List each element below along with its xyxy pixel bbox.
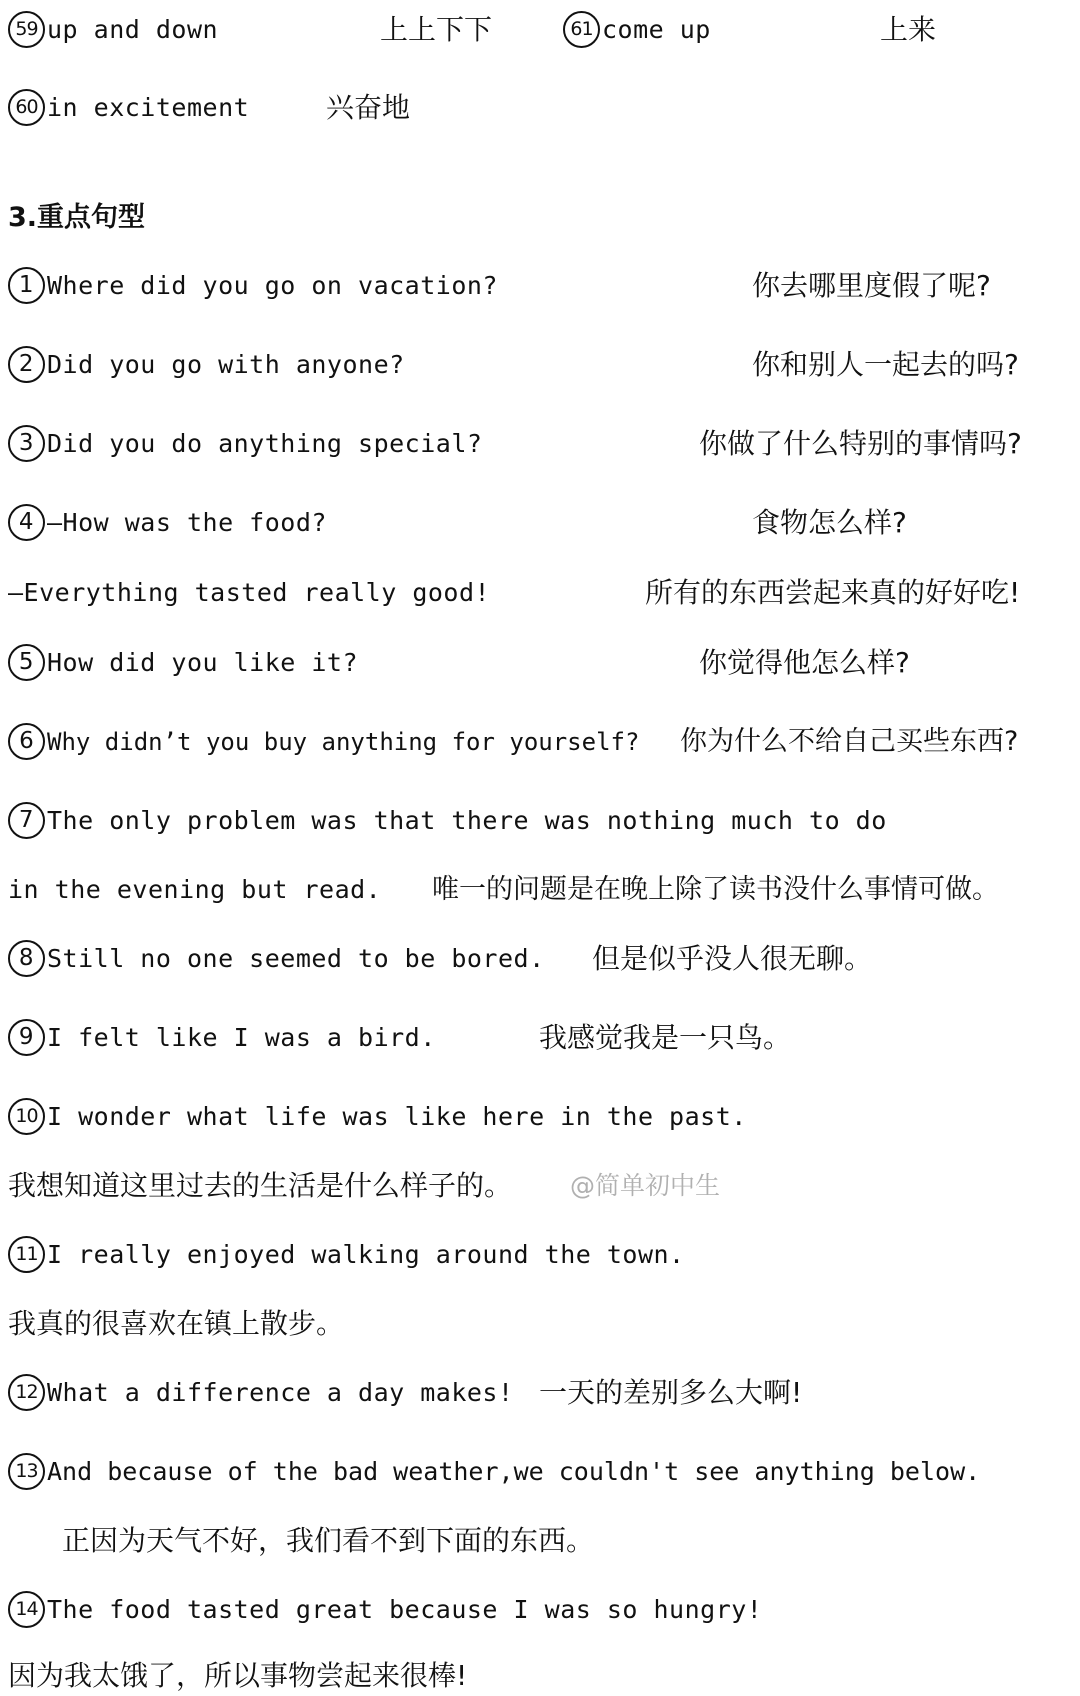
phrase-60	[8, 90, 249, 128]
sentence-3	[8, 426, 482, 464]
sentence-chinese: 食物怎么样?	[752, 506, 907, 539]
sentence-chinese: 你去哪里度假了呢?	[752, 269, 991, 302]
sentence-chinese: 你做了什么特别的事情吗?	[699, 427, 1022, 460]
sentence-4	[8, 505, 327, 543]
sentence-chinese: 我想知道这里过去的生活是什么样子的。	[8, 1169, 513, 1202]
sentence-english: Still no one seemed to be bored.	[47, 944, 545, 973]
sentence-14	[8, 1592, 762, 1630]
circled-number: 13	[8, 1453, 45, 1490]
circled-number: 4	[8, 504, 45, 541]
circled-number: 60	[8, 89, 45, 126]
circled-number: 6	[8, 723, 45, 760]
sentence-4-reply: —Everything tasted really good!	[8, 578, 491, 607]
circled-number: 1	[8, 267, 45, 304]
circled-number: 59	[8, 11, 45, 48]
sentence-7	[8, 803, 887, 841]
phrase-chinese: 上来	[880, 13, 937, 46]
sentence-english: What a difference a day makes!	[47, 1378, 514, 1407]
sentence-english: Why didn’t you buy anything for yourself?	[47, 728, 640, 756]
phrase-english: come up	[602, 15, 711, 44]
sentence-english: I really enjoyed walking around the town.	[47, 1240, 685, 1269]
circled-number: 10	[8, 1098, 45, 1135]
phrase-english: in excitement	[47, 93, 250, 122]
watermark: @简单初中生	[570, 1171, 721, 1200]
sentence-chinese: 你觉得他怎么样?	[699, 646, 910, 679]
sentence-6	[8, 724, 639, 762]
sentence-english: I wonder what life was like here in the past.	[47, 1102, 747, 1131]
circled-number: 12	[8, 1374, 45, 1411]
sentence-chinese: 我感觉我是一只鸟。	[539, 1021, 792, 1054]
sentence-chinese: 一天的差别多么大啊!	[539, 1376, 803, 1409]
sentence-english: And because of the bad weather,we couldn't see anything below.	[47, 1457, 981, 1486]
sentence-english: Did you go with anyone?	[47, 350, 405, 379]
section-title: 3.重点句型	[8, 202, 146, 233]
sentence-english: The food tasted great because I was so hungry!	[47, 1595, 763, 1624]
sentence-13	[8, 1454, 980, 1492]
sentence-english: Did you do anything special?	[47, 429, 483, 458]
sentence-chinese: 但是似乎没人很无聊。	[592, 942, 873, 975]
circled-number: 2	[8, 346, 45, 383]
circled-number: 3	[8, 425, 45, 462]
sentence-12	[8, 1375, 514, 1413]
sentence-1	[8, 268, 498, 306]
phrase-english: up and down	[47, 15, 219, 44]
sentence-10	[8, 1099, 747, 1137]
sentence-english: The only problem was that there was nothing much to do	[47, 806, 887, 835]
circled-number: 61	[563, 11, 600, 48]
phrase-chinese: 兴奋地	[326, 91, 411, 124]
sentence-chinese: 正因为天气不好，我们看不到下面的东西。	[62, 1524, 595, 1557]
phrase-59	[8, 12, 218, 50]
sentence-5	[8, 645, 358, 683]
sentence-chinese: 你为什么不给自己买些东西?	[680, 726, 1019, 757]
circled-number: 5	[8, 644, 45, 681]
sentence-chinese: 因为我太饿了，所以事物尝起来很棒!	[8, 1659, 468, 1692]
circled-number: 8	[8, 940, 45, 977]
sentence-chinese: 你和别人一起去的吗?	[752, 348, 1019, 381]
phrase-61	[563, 12, 711, 50]
circled-number: 14	[8, 1591, 45, 1628]
sentence-chinese: 唯一的问题是在晚上除了读书没什么事情可做。	[432, 874, 999, 905]
sentence-2	[8, 347, 405, 385]
sentence-7-continued: in the evening but read.	[8, 875, 382, 904]
sentence-english: —How was the food?	[47, 508, 327, 537]
sentence-9	[8, 1020, 436, 1058]
sentence-chinese: 所有的东西尝起来真的好好吃!	[645, 576, 1021, 609]
circled-number: 7	[8, 802, 45, 839]
phrase-chinese: 上上下下	[380, 13, 493, 46]
sentence-chinese: 我真的很喜欢在镇上散步。	[8, 1307, 345, 1340]
sentence-english: Where did you go on vacation?	[47, 271, 498, 300]
sentence-8	[8, 941, 545, 979]
sentence-11	[8, 1237, 685, 1275]
circled-number: 11	[8, 1236, 45, 1273]
sentence-english: I felt like I was a bird.	[47, 1023, 436, 1052]
sentence-english: How did you like it?	[47, 648, 359, 677]
circled-number: 9	[8, 1019, 45, 1056]
